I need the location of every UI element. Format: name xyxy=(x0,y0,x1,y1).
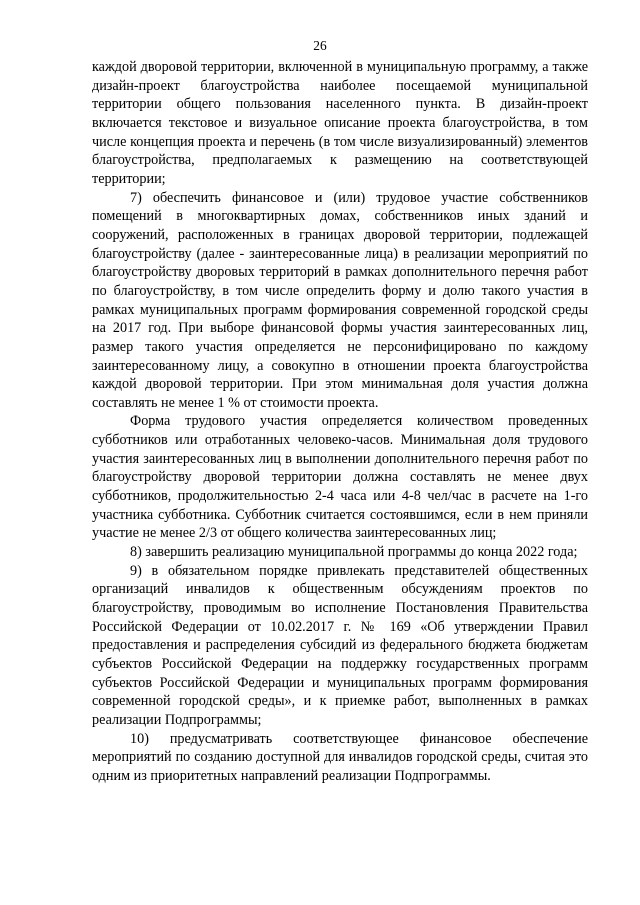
paragraph-item-8: 8) завершить реализацию муниципальной программы до конца 2022 года; xyxy=(130,544,578,561)
paragraph-item-7: 7) обеспечить финансовое и (или) трудовое участие собственников помещений в многоквартирных домах, собственников иных зданий и сооружений, расположенных в границах дворовой территории, подлежащей благоустройству (далее - заинтересованные лица) в реализации мероприятий по благоустройству дворовых территорий в рамках дополнительного перечня работ по благоустройству, в том числе определить форму и долю такого участия в рамках муниципальных программ формирования современной городской среды на 2017 год. При выборе финансовой формы участия заинтересованных лиц, размер такого участия определяется не персонифицировано по каждому заинтересованному лицу, а совокупно в отношении проекта благоустройства каждой дворовой территории. При этом минимальная доля участия должна составлять не менее 1 % от стоимости проекта. xyxy=(92,189,588,411)
page-number: 26 xyxy=(313,38,327,53)
paragraph-item-9: 9) в обязательном порядке привлекать представителей общественных организаций инвалидов к общественным обсуждениям проектов по благоустройству, проводимым во исполнение Постановления Правительства Российской Федерации от 10.02.2017 г. № 169 «Об утверждении Правил предоставления и распределения субсидий из федерального бюджета бюджетам субъектов Российской Федерации на поддержку государственных программ субъектов Российской Федерации и муниципальных программ формирования современной городской среды», и к приемке работ, выполненных в рамках реализации Подпрограммы; xyxy=(92,562,588,728)
paragraph-item-10: 10) предусматривать соответствующее финансовое обеспечение мероприятий по созданию доступной для инвалидов городской среды, считая это одним из приоритетных направлений реализации Подпрограммы. xyxy=(92,730,588,784)
paragraph-continuation: каждой дворовой территории, включенной в муниципальную программу, а также дизайн-проект благоустройства наиболее посещаемой муниципальной территории общего пользования населенного пункта. В дизайн-проект включается текстовое и визуальное описание проекта благоустройства, в том числе концепция проекта и перечень (в том числе визуализированный) элементов благоустройства, предполагаемых к размещению на соответствующей территории; xyxy=(92,59,588,187)
document-body xyxy=(92,58,588,786)
paragraph-labor-participation: Форма трудового участия определяется количеством проведенных субботников или отработанных человеко-часов. Минимальная доля трудового участия заинтересованных лиц в выполнении дополнительного перечня работ по благоустройству дворовой территории должна составлять не менее двух субботников, продолжительностью 2-4 часа или 4-8 чел/час в расчете на 1-го участника субботника. Субботник считается состоявшимся, если в нем приняли участие не менее 2/3 от общего количества заинтересованных лиц; xyxy=(92,413,588,542)
